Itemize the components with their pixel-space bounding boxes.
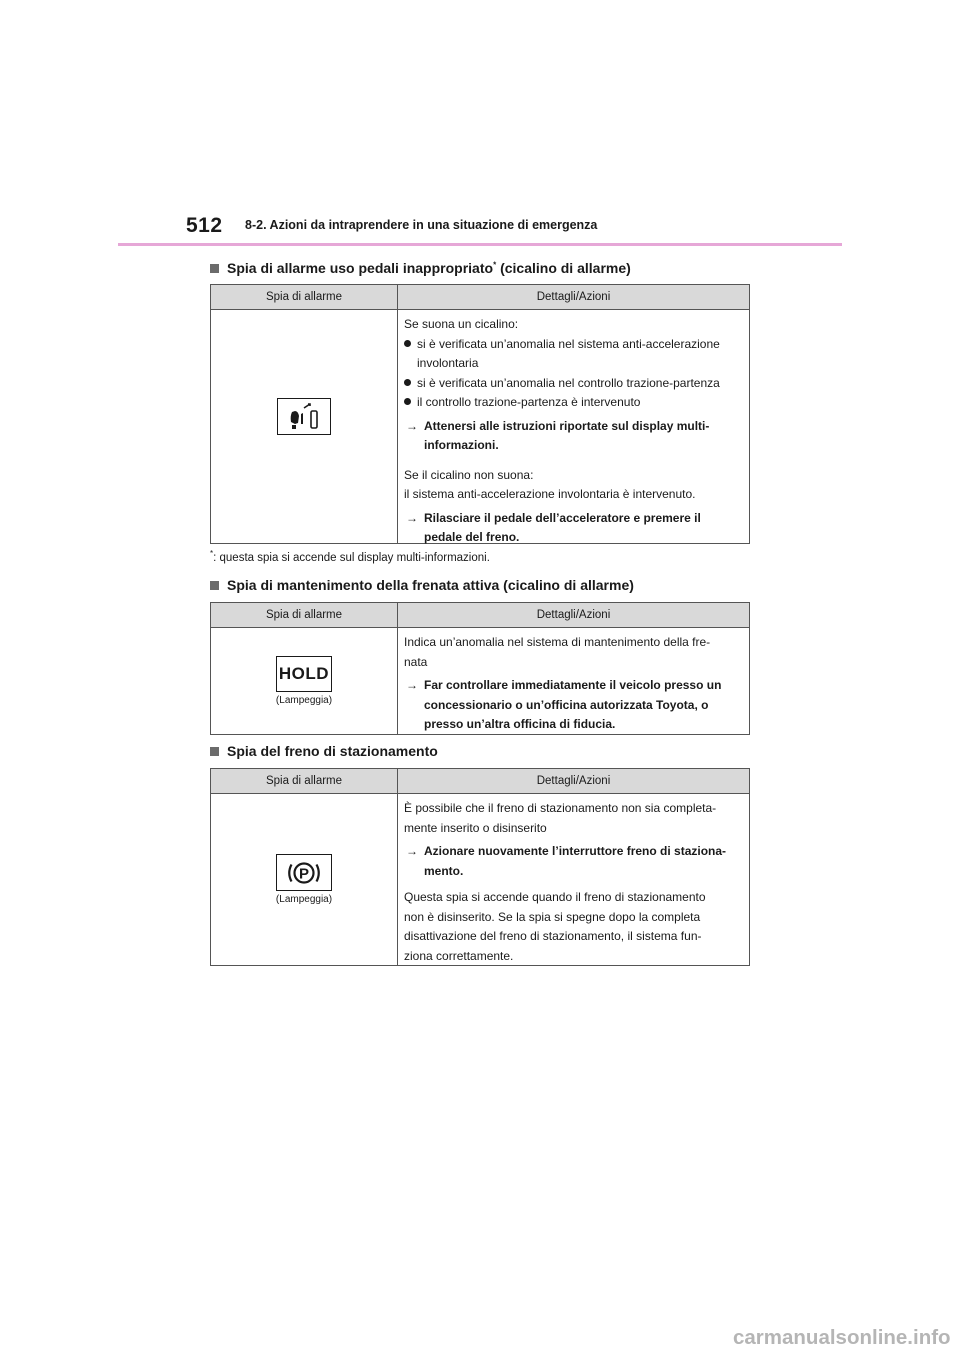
arrow-icon: → xyxy=(406,678,418,692)
warning-light-cell xyxy=(211,628,398,734)
pedal-misuse-warning-icon xyxy=(277,398,331,435)
bullet-icon xyxy=(404,340,411,347)
section-marker-icon xyxy=(210,747,219,756)
page-number: 512 xyxy=(186,214,223,237)
table-row xyxy=(211,628,749,734)
section-marker-icon xyxy=(210,581,219,590)
details-text: Se suona un cicalino: xyxy=(404,317,519,331)
column-header-details: Dettagli/Azioni xyxy=(536,775,611,787)
table-header xyxy=(211,603,749,628)
section-heading-brake-hold: Spia di mantenimento della frenata attiva (cicalino di allarme) xyxy=(210,577,634,593)
bullet-item: si è verificata un’anomalia nel controllo trazione-partenza xyxy=(404,374,744,394)
warning-light-cell xyxy=(211,794,398,965)
details-text: mente inserito o disinserito xyxy=(404,820,547,835)
action-instruction: → Rilasciare il pedale dell’acceleratore e premere il pedale del freno. xyxy=(404,509,744,548)
details-text: nata xyxy=(404,654,428,669)
details-text: disattivazione del freno di stazionamento, il sistema fun- xyxy=(404,929,702,943)
details-text: non è disinserito. Se la spia si spegne dopo la completa xyxy=(404,909,701,924)
svg-text:P: P xyxy=(298,865,310,882)
bullet-icon xyxy=(404,379,411,386)
action-instruction: → Attenersi alle istruzioni riportate sul display multi- informazioni. xyxy=(404,417,744,456)
details-text: Questa spia si accende quando il freno di stazionamento xyxy=(404,890,706,904)
watermark: carmanualsonline.info xyxy=(733,1326,951,1349)
column-header-warning-light: Spia di allarme xyxy=(211,603,398,627)
details-cell xyxy=(398,628,749,734)
parking-brake-icon xyxy=(276,854,332,891)
section-heading-parking-brake: Spia del freno di stazionamento xyxy=(210,743,438,759)
arrow-icon: → xyxy=(406,510,418,525)
header-divider xyxy=(118,243,842,246)
details-text: Se il cicalino non suona: xyxy=(404,467,534,482)
blink-caption: (Lampeggia) xyxy=(275,894,333,905)
column-header-warning-light: Spia di allarme xyxy=(211,285,398,309)
warning-table-parking-brake xyxy=(210,768,750,966)
hold-indicator-icon: HOLD xyxy=(276,656,332,692)
warning-light-cell xyxy=(211,310,398,543)
arrow-icon: → xyxy=(406,844,418,858)
chapter-title: 8-2. Azioni da intraprendere in una situazione di emergenza xyxy=(245,218,598,232)
details-text: Indica un’anomalia nel sistema di mantenimento della fre- xyxy=(404,635,711,649)
warning-table-pedal-misuse xyxy=(210,284,750,544)
details-cell xyxy=(398,310,749,543)
bullet-item: il controllo trazione-partenza è intervenuto xyxy=(404,393,744,413)
section-marker-icon xyxy=(210,264,219,273)
bullet-item: si è verificata un’anomalia nel sistema anti-accelerazione xyxy=(404,335,744,355)
blink-caption: (Lampeggia) xyxy=(275,695,333,706)
footnote: *: questa spia si accende sul display multi-informazioni. xyxy=(210,549,490,564)
action-instruction: → Far controllare immediatamente il veicolo presso un concessionario o un’officina autorizzata Toyota, o presso un’altra officina di fiducia. xyxy=(404,676,744,735)
table-row xyxy=(211,794,749,965)
details-text: il sistema anti-accelerazione involontaria è intervenuto. xyxy=(404,487,696,501)
column-header-warning-light: Spia di allarme xyxy=(211,769,398,793)
arrow-icon: → xyxy=(406,418,418,433)
details-cell xyxy=(398,794,749,965)
bullet-item-continuation: involontaria xyxy=(417,356,479,370)
warning-table-brake-hold xyxy=(210,602,750,735)
details-text: ziona correttamente. xyxy=(404,948,514,963)
table-row xyxy=(211,310,749,543)
table-header xyxy=(211,285,749,310)
action-instruction: → Azionare nuovamente l’interruttore freno di staziona- mento. xyxy=(404,842,744,881)
column-header-details: Dettagli/Azioni xyxy=(536,609,611,621)
table-header xyxy=(211,769,749,794)
section-heading-pedal-misuse: Spia di allarme uso pedali inappropriato* (cicalino di allarme) xyxy=(210,260,631,276)
bullet-icon xyxy=(404,398,411,405)
column-header-details: Dettagli/Azioni xyxy=(536,291,611,303)
details-text: È possibile che il freno di stazionamento non sia completa- xyxy=(404,801,717,815)
